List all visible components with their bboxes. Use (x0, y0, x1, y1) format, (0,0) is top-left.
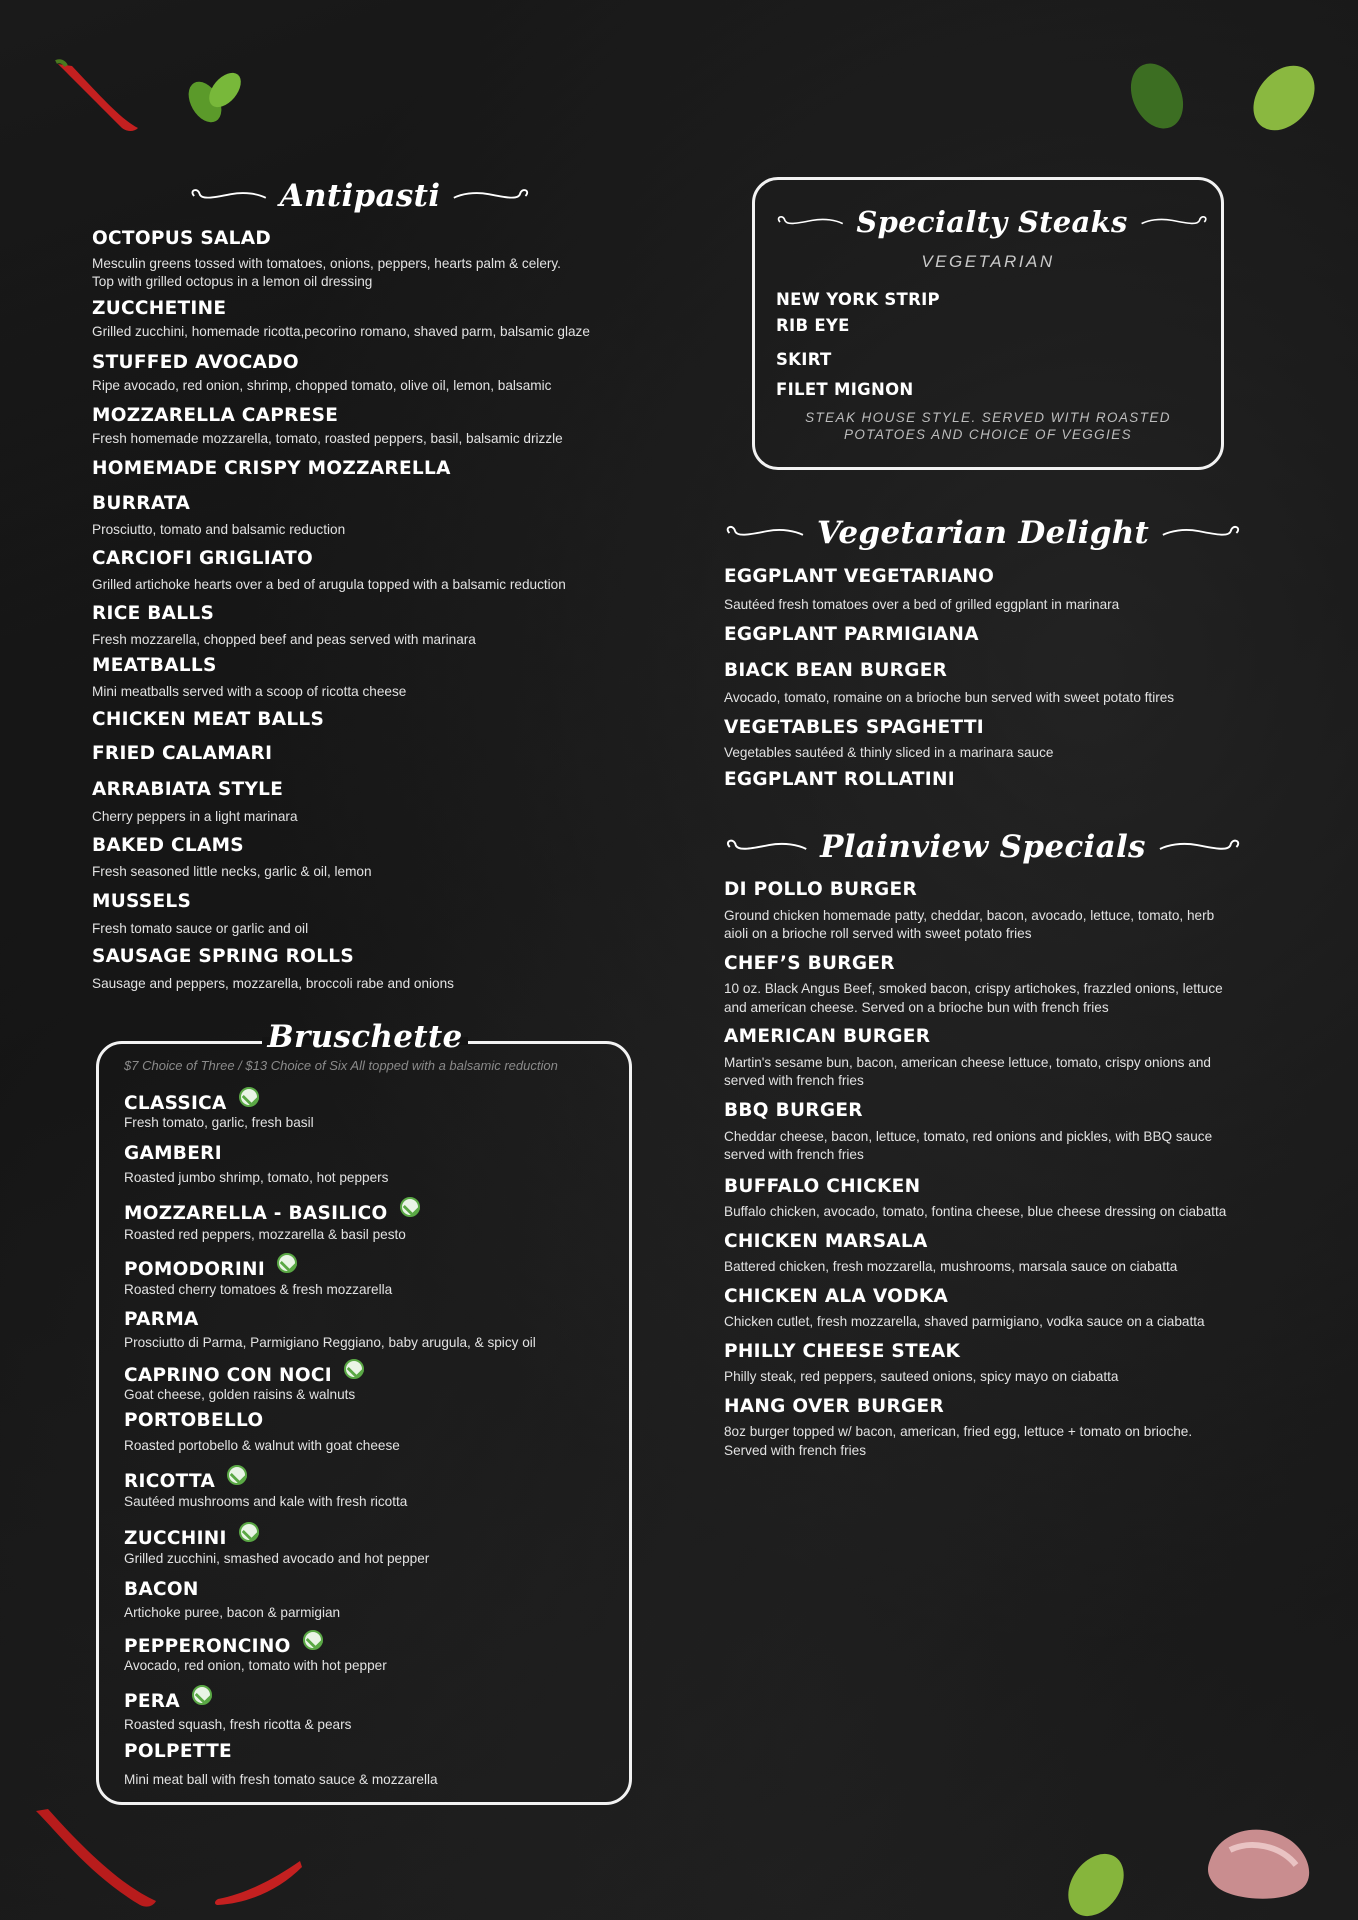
menu-item-description: Grilled zucchini, homemade ricotta,pecorino romano, shaved parm, balsamic glaze (92, 324, 590, 339)
menu-item-title (124, 1197, 420, 1224)
menu-item-description: Ground chicken homemade patty, cheddar, bacon, avocado, lettuce, tomato, herb (724, 908, 1215, 923)
steaks-note: POTATOES AND CHOICE OF VEGGIES (843, 427, 1133, 442)
menu-item-title: RICE BALLS (92, 603, 215, 624)
menu-item-description: Prosciutto, tomato and balsamic reduction (92, 522, 346, 537)
menu-item-description: Avocado, tomato, romaine on a brioche bun served with sweet potato ftires (724, 690, 1175, 705)
menu-item-title (124, 1465, 247, 1492)
menu-item-description: Served with french fries (724, 1443, 867, 1458)
menu-item-title: BBQ BURGER (724, 1100, 863, 1121)
plainview-title: Plainview Specials (820, 829, 1146, 865)
menu-item-description: Fresh homemade mozzarella, tomato, roasted peppers, basil, balsamic drizzle (92, 431, 563, 446)
menu-item-title (124, 1253, 297, 1280)
menu-item-name: MOZZARELLA - BASILICO (124, 1203, 388, 1224)
menu-item-title: BURRATA (92, 493, 191, 514)
flourish-left-icon (720, 837, 808, 857)
menu-item-name: GAMBERI (124, 1143, 222, 1164)
menu-item-name: PEPPERONCINO (124, 1636, 291, 1657)
steak-item: FILET MIGNON (776, 380, 914, 399)
vegetarian-icon (227, 1465, 247, 1485)
menu-item-description: served with french fries (724, 1147, 864, 1162)
menu-item-description: Chicken cutlet, fresh mozzarella, shaved parmigiano, vodka sauce on a ciabatta (724, 1314, 1205, 1329)
vegetarian-icon (239, 1087, 259, 1107)
menu-item-description: Vegetables sautéed & thinly sliced in a marinara sauce (724, 745, 1054, 760)
antipasti-heading (185, 174, 535, 218)
vegetarian-heading (720, 510, 1246, 556)
steak-item: RIB EYE (776, 316, 850, 335)
menu-item-description: Buffalo chicken, avocado, tomato, fontina cheese, blue cheese dressing on ciabatta (724, 1204, 1227, 1219)
flourish-left-icon (720, 523, 805, 543)
menu-item-description: Fresh tomato, garlic, fresh basil (124, 1115, 314, 1130)
menu-item-name: RICOTTA (124, 1471, 216, 1492)
menu-item-description: Artichoke puree, bacon & parmigian (124, 1605, 341, 1620)
steaks-heading (772, 200, 1212, 244)
menu-item-description: Sautéed mushrooms and kale with fresh ricotta (124, 1494, 408, 1509)
flourish-left-icon (772, 212, 844, 232)
menu-item-title: CHICKEN MARSALA (724, 1231, 928, 1252)
menu-item-description: Grilled zucchini, smashed avocado and hot pepper (124, 1551, 430, 1566)
menu-item-title (124, 1309, 199, 1330)
menu-item-description: Sausage and peppers, mozzarella, broccoli rabe and onions (92, 976, 454, 991)
menu-item-description: 8oz burger topped w/ bacon, american, fried egg, lettuce + tomato on brioche. (724, 1424, 1193, 1439)
menu-item-name: ZUCCHINI (124, 1528, 227, 1549)
menu-item-title: ZUCCHETINE (92, 298, 227, 319)
menu-item-description: Battered chicken, fresh mozzarella, mushrooms, marsala sauce on ciabatta (724, 1259, 1178, 1274)
plainview-heading (720, 824, 1246, 870)
menu-item-title: EGGPLANT ROLLATINI (724, 769, 955, 790)
basil-leaf-icon (1056, 1845, 1136, 1920)
vegetarian-icon (400, 1197, 420, 1217)
menu-item-title: EGGPLANT PARMIGIANA (724, 624, 979, 645)
menu-item-title: BUFFALO CHICKEN (724, 1176, 921, 1197)
steak-item: SKIRT (776, 350, 832, 369)
menu-item-name: BACON (124, 1579, 199, 1600)
menu-item-name: CAPRINO CON NOCI (124, 1365, 332, 1386)
menu-item-description: Fresh tomato sauce or garlic and oil (92, 921, 309, 936)
vegetarian-icon (277, 1253, 297, 1273)
menu-item-title: BIACK BEAN BURGER (724, 660, 948, 681)
flourish-right-icon (452, 186, 535, 206)
menu-item-title: FRIED CALAMARI (92, 743, 273, 764)
chili-pepper-icon (52, 58, 142, 138)
menu-item-description: Philly steak, red peppers, sauteed onions, spicy mayo on ciabatta (724, 1369, 1119, 1384)
menu-item-title: BAKED CLAMS (92, 835, 244, 856)
menu-item-description: served with french fries (724, 1073, 864, 1088)
menu-item-title (124, 1087, 259, 1114)
menu-item-title: HOMEMADE CRISPY MOZZARELLA (92, 458, 451, 479)
chili-pepper-icon (210, 1855, 305, 1910)
menu-item-title: AMERICAN BURGER (724, 1026, 931, 1047)
menu-item-description: Goat cheese, golden raisins & walnuts (124, 1387, 356, 1402)
menu-item-name: POMODORINI (124, 1259, 266, 1280)
menu-item-description: Mini meat ball with fresh tomato sauce & mozzarella (124, 1772, 438, 1787)
vegetarian-icon (344, 1359, 364, 1379)
menu-item-name: PERA (124, 1691, 180, 1712)
menu-item-description: Cheddar cheese, bacon, lettuce, tomato, red onions and pickles, with BBQ sauce (724, 1129, 1213, 1144)
vegetarian-icon (192, 1685, 212, 1705)
menu-item-title: PHILLY CHEESE STEAK (724, 1341, 961, 1362)
menu-item-description: Roasted portobello & walnut with goat cheese (124, 1438, 400, 1453)
menu-item-title: CHICKEN MEAT BALLS (92, 709, 325, 730)
menu-item-description: and american cheese. Served on a brioche bun with french fries (724, 1000, 1109, 1015)
menu-item-name: POLPETTE (124, 1741, 232, 1762)
antipasti-title: Antipasti (279, 178, 441, 214)
menu-item-title: VEGETABLES SPAGHETTI (724, 717, 984, 738)
menu-item-title (124, 1685, 212, 1712)
basil-leaf-icon (1122, 56, 1192, 136)
menu-item-description: Cherry peppers in a light marinara (92, 809, 298, 824)
menu-item-description: Prosciutto di Parma, Parmigiano Reggiano, baby arugula, & spicy oil (124, 1335, 536, 1350)
menu-item-description: Roasted cherry tomatoes & fresh mozzarella (124, 1282, 393, 1297)
steaks-note: STEAK HOUSE STYLE. SERVED WITH ROASTED (805, 410, 1171, 425)
menu-item-title (124, 1143, 222, 1164)
menu-item-title: MOZZARELLA CAPRESE (92, 405, 339, 426)
steaks-subheading: VEGETARIAN (921, 252, 1055, 271)
menu-item-description: Top with grilled octopus in a lemon oil dressing (92, 274, 373, 289)
vegetarian-title: Vegetarian Delight (816, 515, 1150, 551)
menu-item-title: STUFFED AVOCADO (92, 352, 299, 373)
menu-item-description: Mini meatballs served with a scoop of ricotta cheese (92, 684, 407, 699)
menu-item-description: Ripe avocado, red onion, shrimp, chopped tomato, olive oil, lemon, balsamic (92, 378, 552, 393)
menu-item-title (124, 1741, 232, 1762)
menu-item-name: PORTOBELLO (124, 1410, 264, 1431)
menu-item-title: CARCIOFI GRIGLIATO (92, 548, 314, 569)
menu-item-title (124, 1579, 199, 1600)
menu-item-name: CLASSICA (124, 1093, 227, 1114)
chili-pepper-icon (30, 1805, 160, 1915)
flourish-right-icon (1161, 523, 1246, 543)
menu-item-title: EGGPLANT VEGETARIANO (724, 566, 995, 587)
menu-item-title (124, 1522, 259, 1549)
menu-item-description: Fresh mozzarella, chopped beef and peas served with marinara (92, 632, 476, 647)
basil-leaf-icon (180, 62, 250, 132)
menu-item-description: Roasted red peppers, mozzarella & basil pesto (124, 1227, 406, 1242)
bruschette-heading (265, 1015, 465, 1059)
garlic-clove-icon (1200, 1820, 1320, 1910)
menu-item-name: PARMA (124, 1309, 199, 1330)
menu-item-description: Martin's sesame bun, bacon, american cheese lettuce, tomato, crispy onions and (724, 1055, 1211, 1070)
menu-item-description: Roasted squash, fresh ricotta & pears (124, 1717, 352, 1732)
menu-item-description: Avocado, red onion, tomato with hot pepper (124, 1658, 387, 1673)
basil-leaf-icon (1244, 58, 1324, 138)
menu-item-description: Grilled artichoke hearts over a bed of arugula topped with a balsamic reduction (92, 577, 566, 592)
flourish-right-icon (1158, 837, 1246, 857)
flourish-right-icon (1140, 212, 1212, 232)
menu-item-title: ARRABIATA STYLE (92, 779, 284, 800)
menu-item-description: Sautéed fresh tomatoes over a bed of grilled eggplant in marinara (724, 597, 1120, 612)
menu-item-title: SAUSAGE SPRING ROLLS (92, 946, 354, 967)
menu-item-title: CHICKEN ALA VODKA (724, 1286, 949, 1307)
menu-item-title: OCTOPUS SALAD (92, 228, 271, 249)
bruschette-title: Bruschette (267, 1019, 463, 1055)
vegetarian-icon (303, 1630, 323, 1650)
menu-item-title (124, 1410, 263, 1431)
menu-item-title: CHEF’S BURGER (724, 953, 895, 974)
menu-item-description: Mesculin greens tossed with tomatoes, onions, peppers, hearts palm & celery. (92, 256, 561, 271)
vegetarian-icon (239, 1522, 259, 1542)
menu-item-description: Roasted jumbo shrimp, tomato, hot peppers (124, 1170, 389, 1185)
steak-item: NEW YORK STRIP (776, 290, 940, 309)
menu-item-title: DI POLLO BURGER (724, 879, 917, 900)
menu-item-description: aioli on a brioche roll served with sweet potato fries (724, 926, 1032, 941)
bruschette-price-note: $7 Choice of Three / $13 Choice of Six All topped with a balsamic reduction (124, 1058, 558, 1073)
menu-item-title: HANG OVER BURGER (724, 1396, 945, 1417)
menu-item-description: Fresh seasoned little necks, garlic & oil, lemon (92, 864, 372, 879)
menu-item-description: 10 oz. Black Angus Beef, smoked bacon, crispy artichokes, frazzled onions, lettuce (724, 981, 1223, 996)
menu-item-title: MEATBALLS (92, 655, 217, 676)
menu-item-title (124, 1630, 323, 1657)
steaks-title: Specialty Steaks (856, 205, 1128, 239)
menu-item-title: MUSSELS (92, 891, 192, 912)
menu-item-title (124, 1359, 364, 1386)
flourish-left-icon (185, 186, 268, 206)
